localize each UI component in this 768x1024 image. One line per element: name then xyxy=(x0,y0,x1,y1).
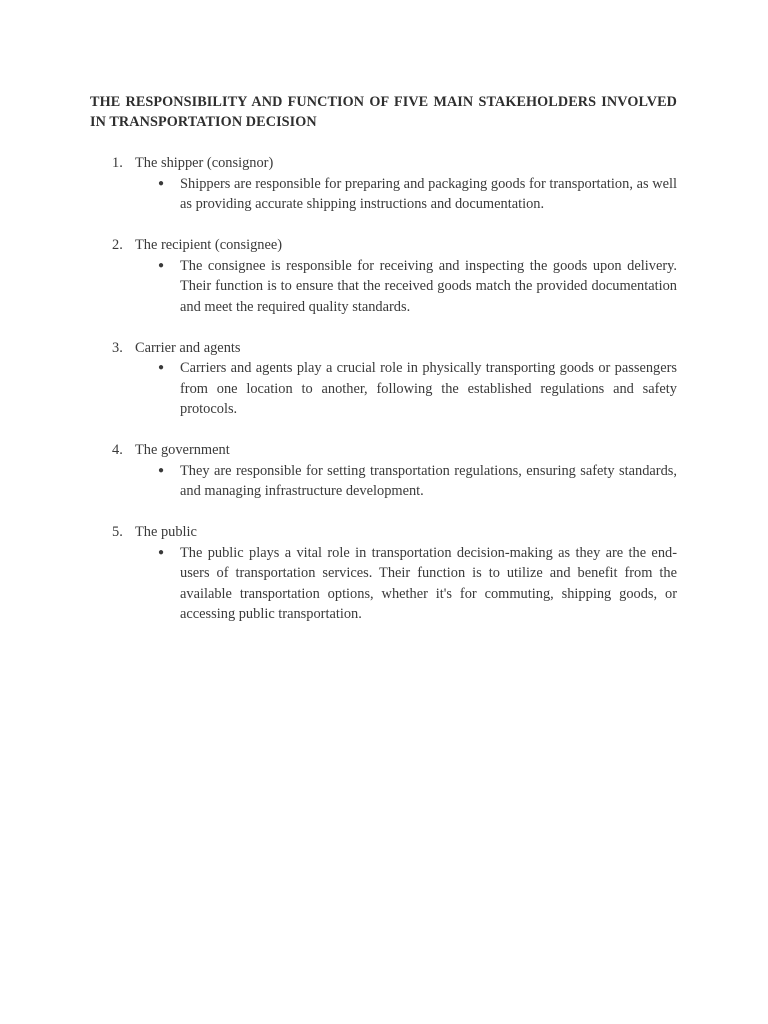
item-heading-row xyxy=(90,338,677,359)
list-item xyxy=(90,338,677,420)
stakeholder-list xyxy=(90,153,677,625)
bullet-text: The public plays a vital role in transportation decision-making as they are the end-users of transportation services. Their function is to utilize and benefit from the available transportation options, whether it's for commuting, shipping goods, or accessing public transportation. xyxy=(180,544,677,622)
item-number: 2. xyxy=(112,237,123,253)
bullet-list xyxy=(90,174,677,215)
bullet-text: They are responsible for setting transportation regulations, ensuring safety standards, and managing infrastructure development. xyxy=(180,462,677,499)
bullet-item xyxy=(90,543,677,625)
bullet-item xyxy=(90,358,677,420)
item-number: 3. xyxy=(112,339,123,356)
bullet-item xyxy=(90,461,677,502)
list-item xyxy=(90,153,677,215)
bullet-text: Shippers are responsible for preparing and packaging goods for transportation, as well as providing accurate shipping instructions and documentation. xyxy=(180,175,677,212)
bullet-list xyxy=(90,256,677,318)
bullet-item xyxy=(90,256,677,318)
item-number: 1. xyxy=(112,155,123,171)
bullet-list xyxy=(90,543,677,625)
item-heading-row xyxy=(90,440,677,461)
document-page xyxy=(90,92,677,645)
item-heading: Carrier and agents xyxy=(135,339,241,356)
document-title: THE RESPONSIBILITY AND FUNCTION OF FIVE MAIN STAKEHOLDERS INVOLVED IN TRANSPORTATION DECISION xyxy=(90,94,677,130)
item-heading: The shipper (consignor) xyxy=(135,155,274,171)
bullet-icon: ● xyxy=(158,464,165,476)
item-heading: The public xyxy=(135,524,197,540)
bullet-text: The consignee is responsible for receiving and inspecting the goods upon delivery. Their function is to ensure that the received goods match the provided documentation and meet the required quality standards. xyxy=(180,257,677,315)
item-heading-row xyxy=(90,235,677,256)
bullet-text: Carriers and agents play a crucial role in physically transporting goods or passengers from one location to another, following the established regulations and safety protocols. xyxy=(180,360,677,417)
bullet-item xyxy=(90,174,677,215)
item-heading: The recipient (consignee) xyxy=(135,237,283,253)
list-item xyxy=(90,235,677,317)
item-heading-row xyxy=(90,153,677,174)
bullet-list xyxy=(90,461,677,502)
bullet-list xyxy=(90,358,677,420)
item-heading: The government xyxy=(135,442,230,458)
list-item xyxy=(90,522,677,625)
bullet-icon: ● xyxy=(158,177,165,189)
bullet-icon: ● xyxy=(158,259,165,271)
bullet-icon: ● xyxy=(158,362,165,373)
list-item xyxy=(90,440,677,502)
bullet-icon: ● xyxy=(158,546,165,558)
item-number: 4. xyxy=(112,442,123,458)
item-heading-row xyxy=(90,522,677,543)
item-number: 5. xyxy=(112,524,123,540)
